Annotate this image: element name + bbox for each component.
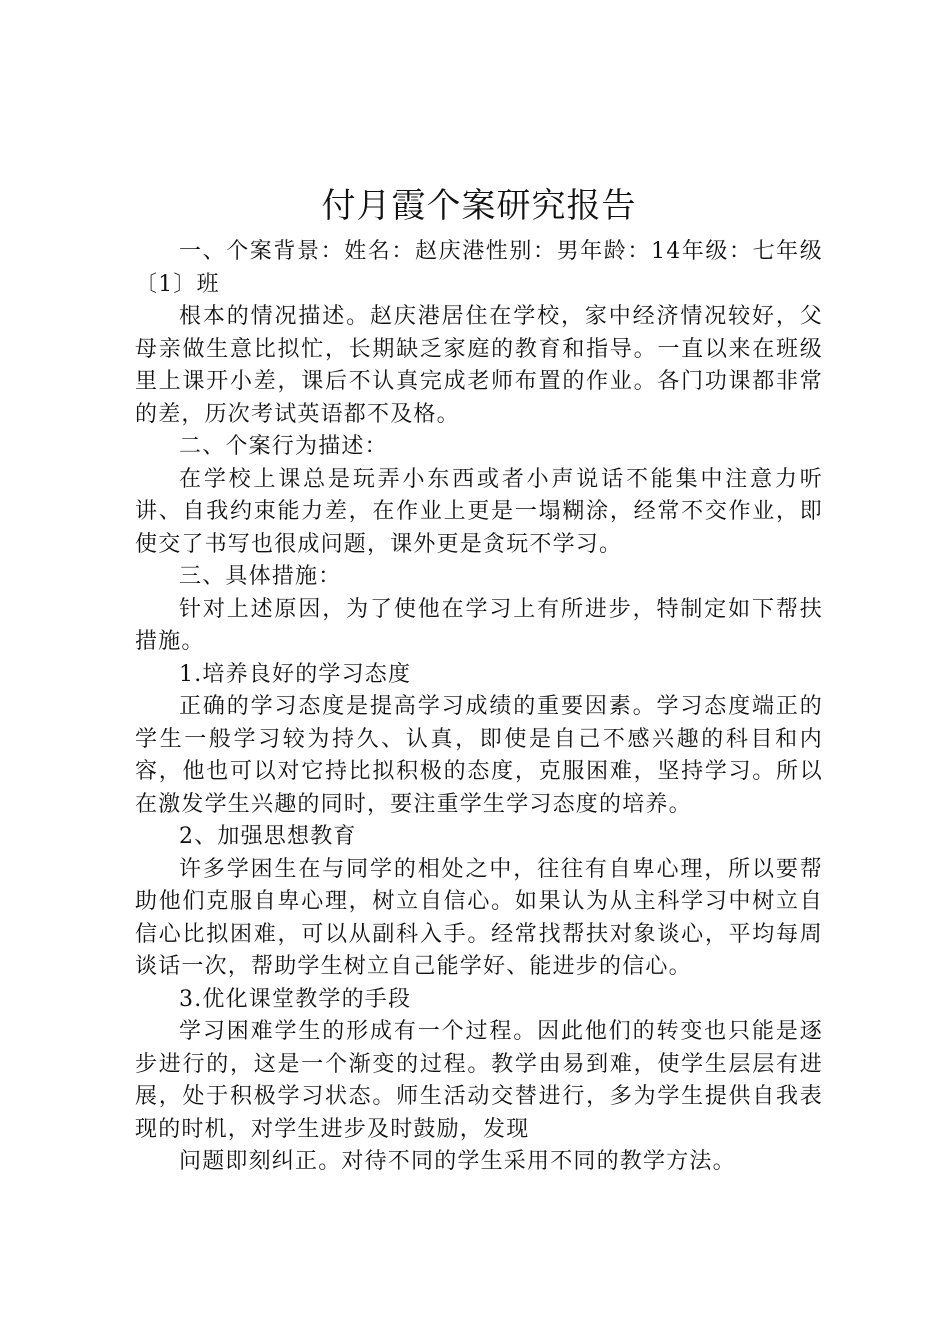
section-measures-heading: 三、具体措施： [179, 564, 342, 589]
paragraph-measures-intro: 针对上述原因，为了使他在学习上有所进步，特制定如下帮扶措施。 [135, 596, 823, 654]
section-behavior-heading: 二、个案行为描述： [179, 434, 388, 459]
paragraph-basic-situation: 根本的情况描述。赵庆港居住在学校，家中经济情况较好，父母亲做生意比拟忙，长期缺乏家庭的教育和指导。一直以来在班级里上课开小差，课后不认真完成老师布置的作业。各门功课都非常的差，历次考试英语都不及格。 [135, 304, 823, 427]
document-body [135, 180, 823, 1179]
section-background: 一、个案背景：姓名：赵庆港性别：男年龄：14年级：七年级〔1〕班 [135, 239, 823, 297]
measure-2-heading: 2、加强思想教育 [179, 824, 357, 849]
paragraph-behavior: 在学校上课总是玩弄小东西或者小声说话不能集中注意力听讲、自我约束能力差，在作业上更是一塌糊涂，经常不交作业，即使交了书写也很成问题，课外更是贪玩不学习。 [135, 466, 823, 557]
measure-3-heading: 3.优化课堂教学的手段 [179, 986, 412, 1012]
paragraph-measure-3: 学习困难学生的形成有一个过程。因此他们的转变也只能是逐步进行的，这是一个渐变的过程。教学由易到难，使学生层层有进展，处于积极学习状态。师生活动交替进行，多为学生提供自我表现的时机，对学生进步及时鼓励，发现 [135, 1019, 823, 1142]
measure-1-heading: 1.培养良好的学习态度 [179, 661, 412, 687]
paragraph-measure-3-continued: 问题即刻纠正。对待不同的学生采用不同的教学方法。 [179, 1149, 736, 1174]
paragraph-measure-1: 正确的学习态度是提高学习成绩的重要因素。学习态度端正的学生一般学习较为持久、认真，即使是自己不感兴趣的科目和内容，他也可以对它持比拟积极的态度，克服困难，坚持学习。所以在激发学生兴趣的同时，要注重学生学习态度的培养。 [135, 694, 823, 817]
document-title: 付月霞个案研究报告 [321, 186, 637, 226]
paragraph-measure-2: 许多学困生在与同学的相处之中，往往有自卑心理，所以要帮助他们克服自卑心理，树立自信心。如果认为从主科学习中树立自信心比拟困难，可以从副科入手。经常找帮扶对象谈心，平均每周谈话一次，帮助学生树立自己能学好、能进步的信心。 [135, 856, 823, 979]
